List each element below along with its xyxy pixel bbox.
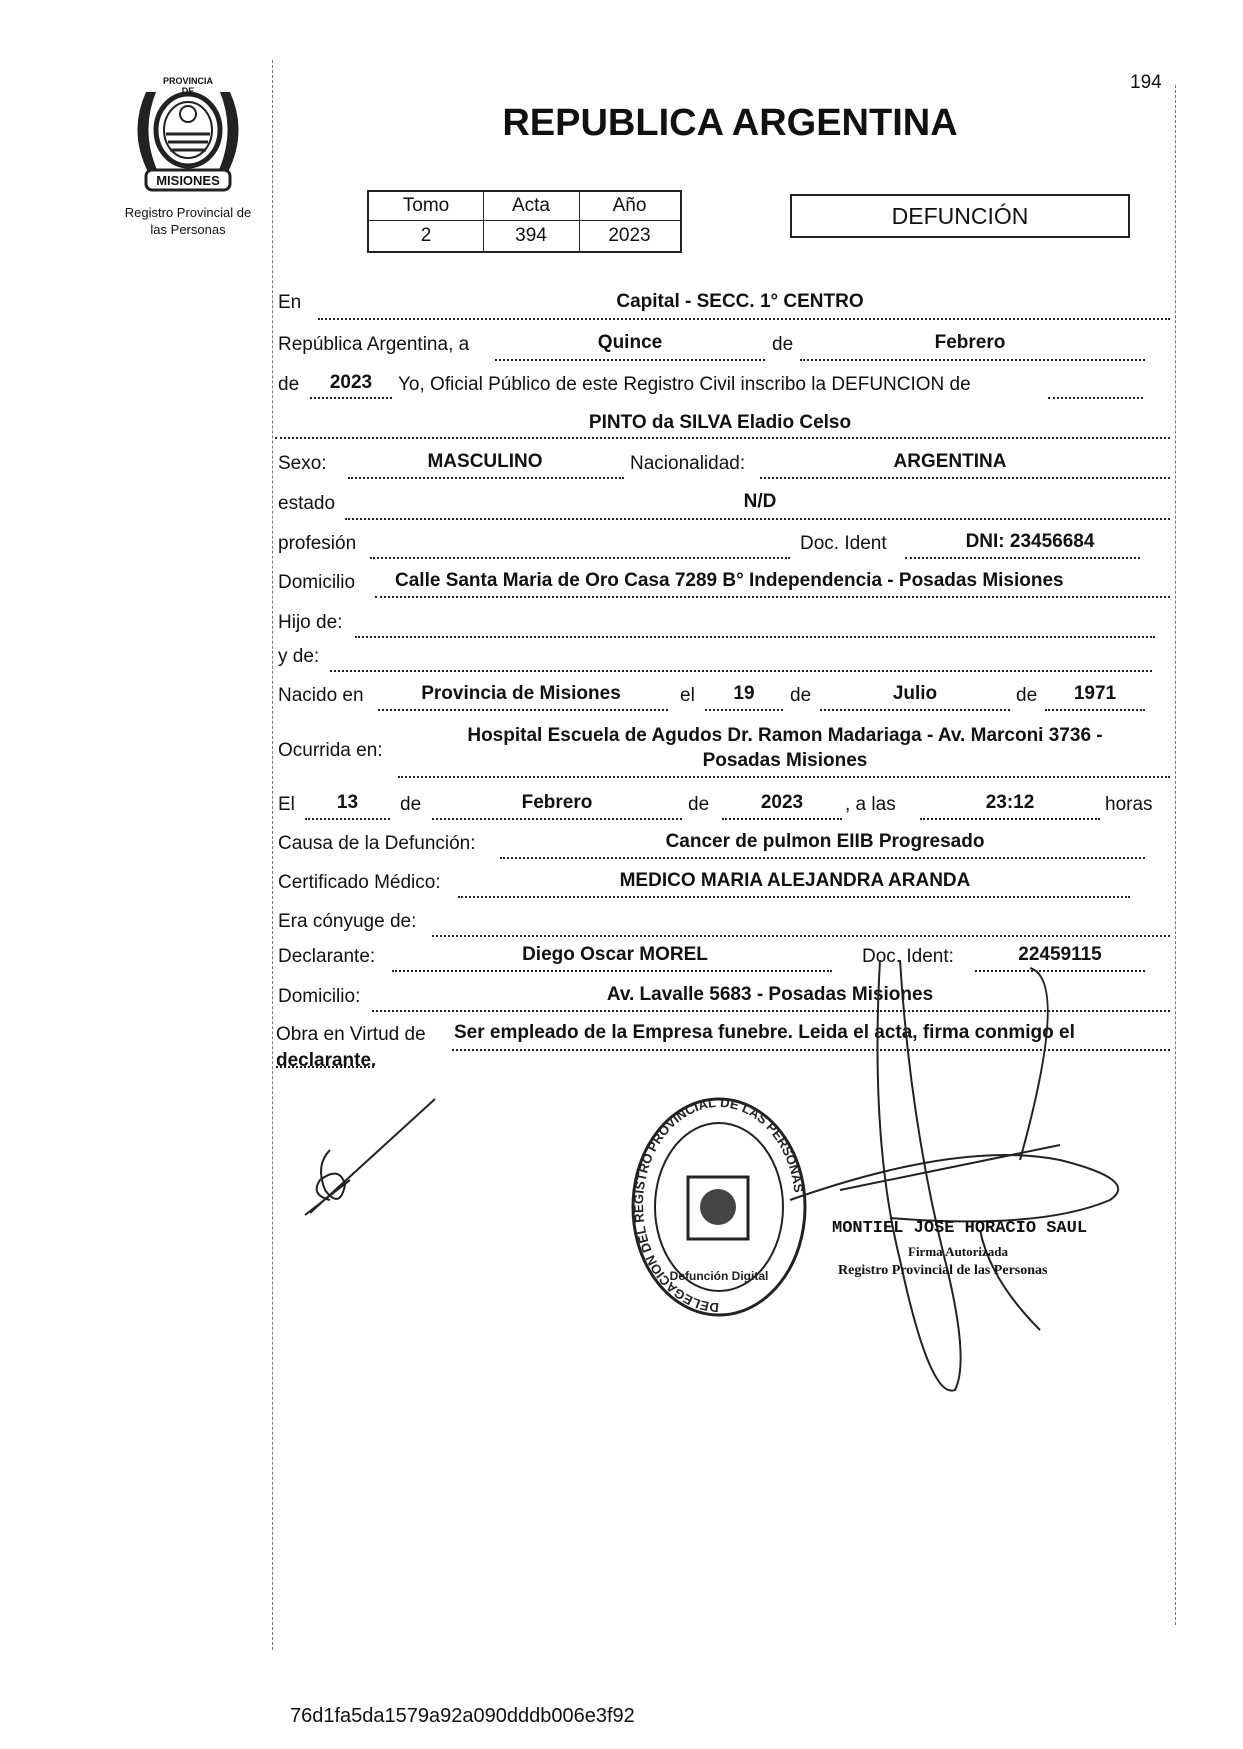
ocurrida-label: Ocurrida en: (278, 740, 383, 761)
document-hash: 76d1fa5da1579a92a090dddb006e3f92 (290, 1705, 635, 1727)
republica-label: República Argentina, a (278, 334, 470, 355)
sexo-value: MASCULINO (427, 451, 543, 472)
table-header-tomo: Tomo (402, 195, 450, 216)
de-label: de (772, 334, 794, 355)
hijo-label: Hijo de: (278, 612, 343, 633)
en-label: En (278, 292, 302, 313)
logo-text-top: PROVINCIA DE (162, 76, 213, 96)
doc-ident-value: DNI: 23456684 (965, 531, 1095, 552)
sexo-label: Sexo: (278, 453, 327, 474)
doc-ident2-value: 22459115 (1018, 944, 1102, 965)
ocurrida-line2: Posadas Misiones (702, 750, 868, 771)
official-name: MONTIEL JOSE HORACIO SAUL (832, 1219, 1088, 1238)
conyuge-label: Era cónyuge de: (278, 911, 417, 932)
death-year: 2023 (760, 792, 804, 813)
stamp-inner-text: Defunción Digital (669, 1269, 769, 1283)
en-value: Capital - SECC. 1° CENTRO (616, 291, 864, 312)
table-value-ano: 2023 (608, 225, 651, 246)
nacido-value: Provincia de Misiones (421, 683, 621, 704)
official-office: Registro Provincial de las Personas (838, 1263, 1048, 1278)
month-value: Febrero (934, 332, 1006, 353)
official-role: Firma Autorizada (908, 1244, 1009, 1259)
left-margin-rule (272, 60, 273, 1650)
nacionalidad-label: Nacionalidad: (630, 453, 746, 474)
table-value-tomo: 2 (420, 225, 432, 246)
logo-caption-line2: las Personas (150, 222, 226, 237)
misiones-coat-of-arms-logo (118, 72, 258, 194)
causa-value: Cancer de pulmon EIIB Progresado (665, 831, 985, 852)
logo-text-bottom: MISIONES (156, 173, 220, 188)
obra-label: Obra en Virtud de (276, 1024, 426, 1045)
doc-type-box (790, 194, 1130, 238)
domicilio2-value: Av. Lavalle 5683 - Posadas Misiones (606, 984, 934, 1005)
domicilio-value: Calle Santa Maria de Oro Casa 7289 B° Independencia - Posadas Misiones (395, 570, 1064, 591)
page-title: REPUBLICA ARGENTINA (502, 102, 958, 144)
right-margin-rule (1175, 85, 1176, 1625)
de5-label: de (400, 794, 422, 815)
table-value-acta: 394 (515, 225, 547, 246)
certificado-label: Certificado Médico: (278, 872, 441, 893)
de3-label: de (790, 685, 812, 706)
birth-day: 19 (733, 683, 755, 704)
death-day: 13 (336, 792, 359, 813)
causa-label: Causa de la Defunción: (278, 833, 476, 854)
nacionalidad-value: ARGENTINA (893, 451, 1007, 472)
yde-label: y de: (278, 646, 320, 667)
declarant-signature (300, 1095, 440, 1225)
de6-label: de (688, 794, 710, 815)
table-header-acta: Acta (511, 195, 551, 216)
death-time: 23:12 (985, 792, 1035, 813)
estado-value: N/D (743, 491, 777, 512)
el2-label: El (278, 794, 295, 815)
logo-caption-line1: Registro Provincial de (124, 205, 252, 220)
de2-label: de (278, 374, 300, 395)
day-value: Quince (597, 332, 663, 353)
birth-year: 1971 (1073, 683, 1117, 704)
declarante-label: Declarante: (278, 946, 376, 967)
de4-label: de (1016, 685, 1038, 706)
official-signature (780, 960, 1160, 1420)
horas-label: horas (1105, 794, 1153, 815)
obra-value-line1: Ser empleado de la Empresa funebre. Leida el acta, firma conmigo el (454, 1022, 1075, 1043)
domicilio2-label: Domicilio: (278, 986, 361, 1007)
death-month: Febrero (521, 792, 593, 813)
certificado-value: MEDICO MARIA ALEJANDRA ARANDA (619, 870, 971, 891)
domicilio-label: Domicilio (278, 572, 356, 593)
doc-type-label: DEFUNCIÓN (891, 203, 1029, 229)
birth-month: Julio (892, 683, 938, 704)
registry-table (367, 190, 682, 253)
estado-label: estado (278, 493, 336, 514)
nacido-label: Nacido en (278, 685, 364, 706)
year-value: 2023 (329, 372, 373, 393)
stamp-ring-text: DELEGACION DEL REGISTRO PROVINCIAL DE LAS PERSONAS (630, 1095, 807, 1316)
alas-label: , a las (845, 794, 896, 815)
ocurrida-line1: Hospital Escuela de Agudos Dr. Ramon Madariaga - Av. Marconi 3736 - (467, 725, 1103, 746)
doc-ident-label: Doc. Ident (800, 533, 887, 554)
page-number: 194 (1130, 72, 1162, 93)
profesion-label: profesión (278, 533, 357, 554)
deceased-name: PINTO da SILVA Eladio Celso (588, 412, 852, 433)
obra-value-line2: declarante. (276, 1050, 377, 1071)
table-header-ano: Año (612, 195, 647, 216)
doc-ident2-label: Doc. Ident: (862, 946, 954, 967)
el-label: el (680, 685, 695, 706)
declarante-value: Diego Oscar MOREL (522, 944, 708, 965)
inscribo-text: Yo, Oficial Público de este Registro Civil inscribo la DEFUNCION de (398, 374, 971, 395)
